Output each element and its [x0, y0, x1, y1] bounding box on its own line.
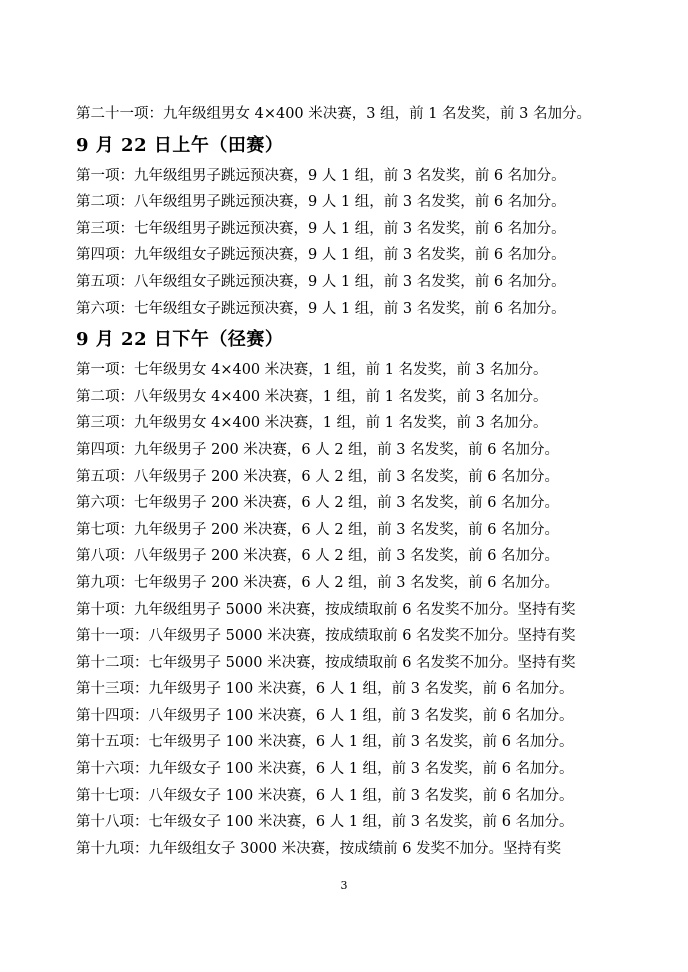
event-item: 第十九项：九年级组女子 3000 米决赛，按成绩前 6 发奖不加分。坚持有奖: [76, 840, 562, 857]
event-item: 第十七项：八年级女子 100 米决赛，6 人 1 组，前 3 名发奖，前 6 名加分。: [76, 787, 574, 804]
event-item: 第三项：九年级男女 4×400 米决赛，1 组，前 1 名发奖，前 3 名加分。: [76, 415, 548, 432]
event-item: 第四项：九年级组女子跳远预决赛，9 人 1 组，前 3 名发奖，前 6 名加分。: [76, 247, 566, 264]
event-item: 第十四项：八年级男子 100 米决赛，6 人 1 组，前 3 名发奖，前 6 名加分。: [76, 707, 574, 724]
event-item: 第十八项：七年级女子 100 米决赛，6 人 1 组，前 3 名发奖，前 6 名加分。: [76, 814, 574, 831]
event-item: 第五项：八年级组女子跳远预决赛，9 人 1 组，前 3 名发奖，前 6 名加分。: [76, 273, 566, 290]
event-item: 第七项：九年级男子 200 米决赛，6 人 2 组，前 3 名发奖，前 6 名加分。: [76, 521, 560, 538]
event-item: 第十六项：九年级女子 100 米决赛，6 人 1 组，前 3 名发奖，前 6 名加分。: [76, 761, 574, 778]
event-item: 第一项：九年级组男子跳远预决赛，9 人 1 组，前 3 名发奖，前 6 名加分。: [76, 167, 566, 184]
event-item: 第十三项：九年级男子 100 米决赛，6 人 1 组，前 3 名发奖，前 6 名加分。: [76, 681, 574, 698]
event-item: 第九项：七年级男子 200 米决赛，6 人 2 组，前 3 名发奖，前 6 名加分。: [76, 574, 560, 591]
event-item: 第二十一项：九年级组男女 4×400 米决赛，3 组，前 1 名发奖，前 3 名加分。: [76, 106, 591, 122]
event-item: 第二项：八年级组男子跳远预决赛，9 人 1 组，前 3 名发奖，前 6 名加分。: [76, 194, 566, 211]
event-item: 第十二项：七年级男子 5000 米决赛，按成绩取前 6 名发奖不加分。坚持有奖: [76, 654, 576, 671]
event-item: 第十一项：八年级男子 5000 米决赛，按成绩取前 6 名发奖不加分。坚持有奖: [76, 628, 576, 645]
event-item: 第五项：八年级男子 200 米决赛，6 人 2 组，前 3 名发奖，前 6 名加分。: [76, 468, 560, 485]
event-item: 第十五项：七年级男子 100 米决赛，6 人 1 组，前 3 名发奖，前 6 名加分。: [76, 734, 574, 751]
event-item: 第一项：七年级男女 4×400 米决赛，1 组，前 1 名发奖，前 3 名加分。: [76, 362, 548, 379]
section-heading: 9 月 22 日上午（田赛）: [76, 134, 284, 156]
schedule-content: [76, 101, 676, 862]
event-item: 第十项：九年级组男子 5000 米决赛，按成绩取前 6 名发奖不加分。坚持有奖: [76, 601, 576, 618]
section-heading: 9 月 22 日下午（径赛）: [76, 329, 284, 351]
event-item: 第四项：九年级男子 200 米决赛，6 人 2 组，前 3 名发奖，前 6 名加分。: [76, 441, 560, 458]
event-item: 第二项：八年级男女 4×400 米决赛，1 组，前 1 名发奖，前 3 名加分。: [76, 388, 548, 405]
page-number: 3: [340, 879, 348, 892]
event-item: 第八项：八年级男子 200 米决赛，6 人 2 组，前 3 名发奖，前 6 名加分。: [76, 548, 560, 565]
event-item: 第六项：七年级男子 200 米决赛，6 人 2 组，前 3 名发奖，前 6 名加分。: [76, 495, 560, 512]
event-item: 第三项：七年级组男子跳远预决赛，9 人 1 组，前 3 名发奖，前 6 名加分。: [76, 220, 566, 237]
event-item: 第六项：七年级组女子跳远预决赛，9 人 1 组，前 3 名发奖，前 6 名加分。: [76, 300, 566, 317]
